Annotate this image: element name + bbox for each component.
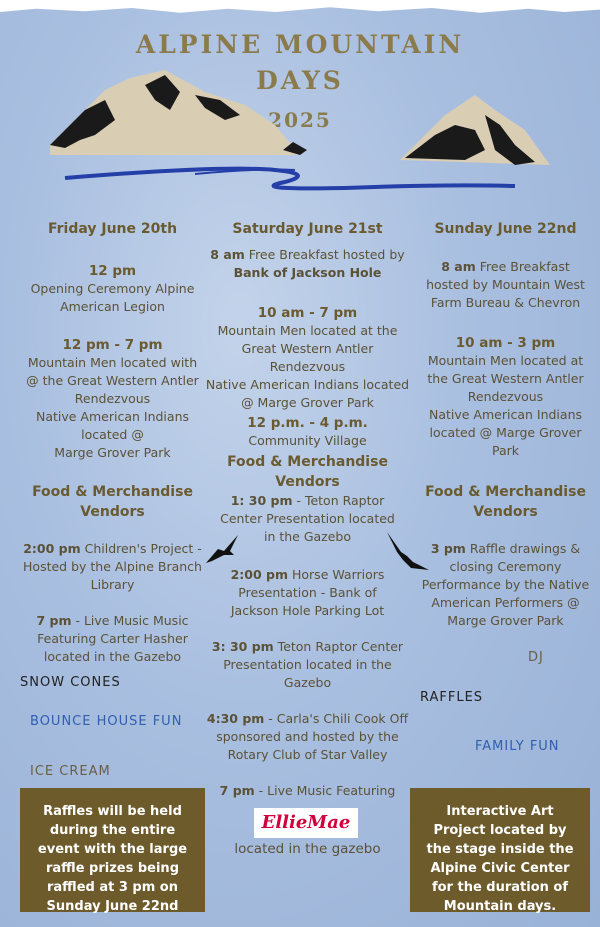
title-year: 2025 xyxy=(268,108,332,132)
sunday-time-3: 3 pm xyxy=(430,541,466,556)
sunday-event-3 xyxy=(418,540,593,630)
sunday-desc-2a: Mountain Men located at the Great Western Antler Rendezvous xyxy=(427,353,584,404)
raffle-info-box: Raffles will be held during the entire event with the large raffle prizes being raffled at 3 pm on Sunday June 22nd xyxy=(20,788,205,912)
friday-event-3 xyxy=(20,540,205,594)
tag-ice-cream: ICE CREAM xyxy=(30,764,111,779)
bird-right-icon xyxy=(383,530,433,576)
saturday-desc-3: Community Village xyxy=(248,433,367,448)
friday-desc-4: - Live Music Music Featuring Carter Hasher located in the Gazebo xyxy=(37,613,189,664)
saturday-event-5 xyxy=(205,566,410,620)
friday-time-4: 7 pm xyxy=(36,613,72,628)
saturday-time-1: 8 am xyxy=(210,247,245,262)
sunday-time-1: 8 am xyxy=(441,259,476,274)
saturday-time-4: 1: 30 pm xyxy=(230,493,293,508)
sunday-time-2: 10 am - 3 pm xyxy=(455,335,556,351)
saturday-desc-2a: Mountain Men located at the Great Western Antler Rendezvous xyxy=(217,323,398,374)
saturday-desc-1b: Bank of Jackson Hole xyxy=(233,265,382,280)
saturday-time-6: 3: 30 pm xyxy=(211,639,274,654)
mountain-landscape-illustration xyxy=(45,70,555,195)
saturday-event-7 xyxy=(205,710,410,764)
saturday-time-5: 2:00 pm xyxy=(230,567,289,582)
tag-dj: DJ xyxy=(528,650,544,665)
friday-desc-1: Opening Ceremony Alpine American Legion xyxy=(30,281,195,314)
saturday-time-8: 7 pm xyxy=(219,783,255,798)
saturday-time-3: 12 p.m. - 4 p.m. xyxy=(247,415,368,431)
title-line-1: ALPINE MOUNTAIN xyxy=(135,30,465,59)
saturday-desc-7: - Carla's Chili Cook Off sponsored and hosted by the Rotary Club of Star Valley xyxy=(216,711,409,762)
friday-desc-2a: Mountain Men located with @ the Great Western Antler Rendezvous xyxy=(26,355,199,406)
saturday-event-1 xyxy=(205,246,410,282)
saturday-desc-1a: Free Breakfast hosted by xyxy=(244,247,405,262)
friday-vendors: Food & Merchandise Vendors xyxy=(32,484,193,520)
river xyxy=(65,169,515,189)
friday-desc-2c: Marge Grover Park xyxy=(54,445,171,460)
saturday-desc-5: Horse Warriors Presentation - Bank of Jackson Hole Parking Lot xyxy=(230,567,385,618)
saturday-event-8 xyxy=(205,782,410,800)
sunday-vendors: Food & Merchandise Vendors xyxy=(425,484,586,520)
sunday-event-1 xyxy=(418,258,593,312)
tag-snow-cones: SNOW CONES xyxy=(20,675,121,690)
friday-desc-3: Children's Project - Hosted by the Alpine Branch Library xyxy=(23,541,202,592)
saturday-desc-2b: Native American Indians located @ Marge Grover Park xyxy=(205,377,410,410)
bird-left-icon xyxy=(204,533,242,567)
sunday-heading: Sunday June 22nd xyxy=(434,221,577,237)
tag-bounce-house: BOUNCE HOUSE FUN xyxy=(30,714,183,729)
friday-time-3: 2:00 pm xyxy=(23,541,81,556)
saturday-desc-8: - Live Music Featuring xyxy=(254,783,396,798)
saturday-heading: Saturday June 21st xyxy=(232,221,383,237)
saturday-desc-4: - Teton Raptor Center Presentation located in the Gazebo xyxy=(220,493,395,544)
saturday-desc-9: located in the gazebo xyxy=(234,841,381,857)
elliemae-logo: EllieMae xyxy=(254,808,358,838)
saturday-vendors: Food & Merchandise Vendors xyxy=(227,454,388,490)
friday-time-2: 12 pm - 7 pm xyxy=(62,337,163,353)
friday-heading: Friday June 20th xyxy=(47,221,178,237)
friday-desc-2b: Native American Indians located @ xyxy=(35,409,189,442)
title-line-2: DAYS xyxy=(256,66,344,95)
sunday-desc-3: Raffle drawings & closing Ceremony Performance by the Native American Performers @ Marge Grover Park xyxy=(421,541,590,628)
saturday-event-6 xyxy=(205,638,410,692)
right-mountain-rock xyxy=(405,125,485,160)
tag-raffles: RAFFLES xyxy=(420,690,484,705)
friday-time-1: 12 pm xyxy=(88,263,137,279)
friday-event-4 xyxy=(20,612,205,666)
art-project-info-box: Interactive Art Project located by the stage inside the Alpine Civic Center for the duration of Mountain days. xyxy=(410,788,590,912)
saturday-desc-6: Teton Raptor Center Presentation located in the Gazebo xyxy=(223,639,404,690)
sunday-desc-1: Free Breakfast hosted by Mountain West Farm Bureau & Chevron xyxy=(426,259,585,310)
saturday-time-2: 10 am - 7 pm xyxy=(257,305,358,321)
tag-family-fun: FAMILY FUN xyxy=(475,739,560,754)
saturday-time-7: 4:30 pm xyxy=(206,711,265,726)
torn-paper-edge xyxy=(0,0,600,16)
sunday-desc-2b: Native American Indians located @ Marge Grover Park xyxy=(428,407,582,458)
